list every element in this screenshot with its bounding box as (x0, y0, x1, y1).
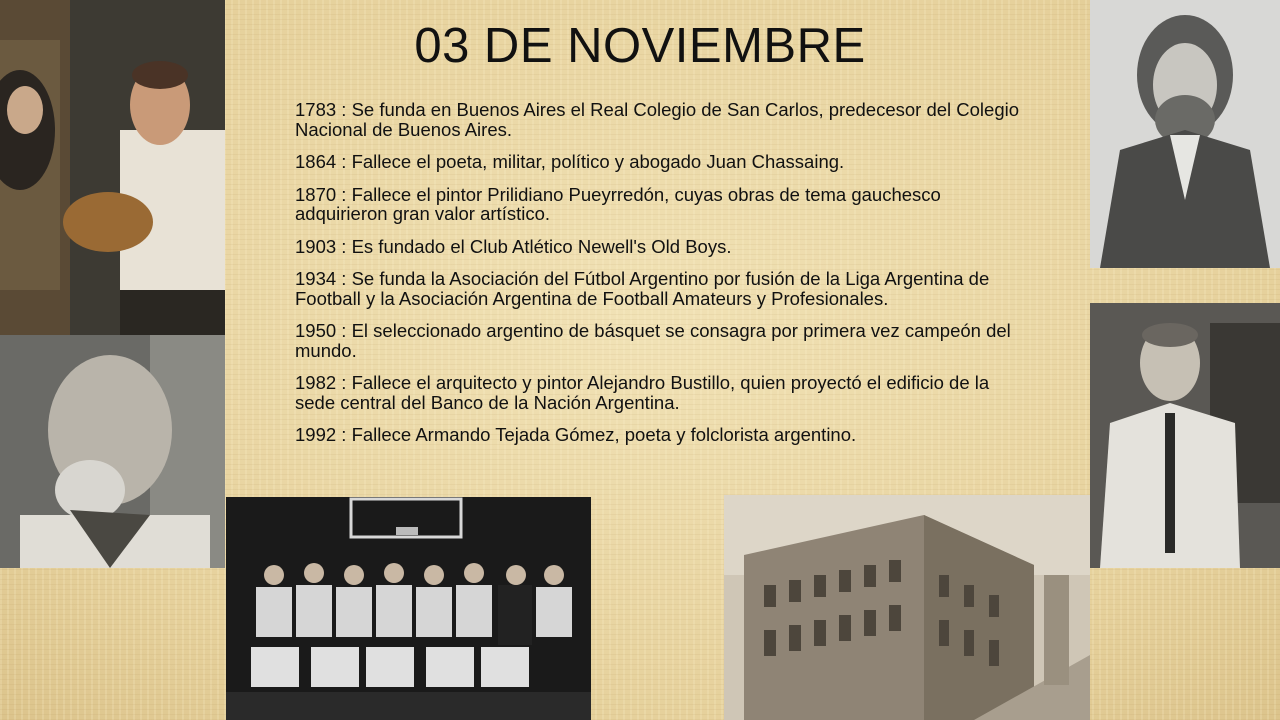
painter-portrait-image (0, 0, 225, 335)
basketball-team-image (226, 497, 591, 720)
event-1950: 1950 : El seleccionado argentino de básquet se consagra por primera vez campeón del mundo. (295, 320, 1011, 361)
event-1903: 1903 : Es fundado el Club Atlético Newell's Old Boys. (295, 235, 732, 257)
slide-title: 03 DE NOVIEMBRE (414, 19, 866, 73)
event-1870: 1870 : Fallece el pintor Prilidiano Pueyrredón, cuyas obras de tema gauchesco adquirieron gran valor artístico. (295, 183, 941, 224)
folklorist-portrait-image (0, 335, 225, 568)
event-1982: 1982 : Fallece el arquitecto y pintor Alejandro Bustillo, quien proyectó el edificio de la sede central del Banco de la Nación Argentina. (295, 372, 990, 413)
bank-building-image (724, 495, 1090, 720)
event-1992: 1992 : Fallece Armando Tejada Gómez, poeta y folclorista argentino. (295, 424, 857, 445)
event-1783: 1783 : Se funda en Buenos Aires el Real Colegio de San Carlos, predecesor del Colegio Nacional de Buenos Aires. (295, 99, 1020, 140)
event-1934: 1934 : Se funda la Asociación del Fútbol Argentino por fusión de la Liga Argentina de Football y la Asociación Argentina de Football Amateurs y Profesionales. (295, 268, 990, 309)
event-1864: 1864 : Fallece el poeta, militar, político y abogado Juan Chassaing. (295, 151, 845, 172)
events-list (295, 100, 1025, 458)
poet-engraving-image (1090, 0, 1280, 268)
architect-portrait-image (1090, 303, 1280, 568)
